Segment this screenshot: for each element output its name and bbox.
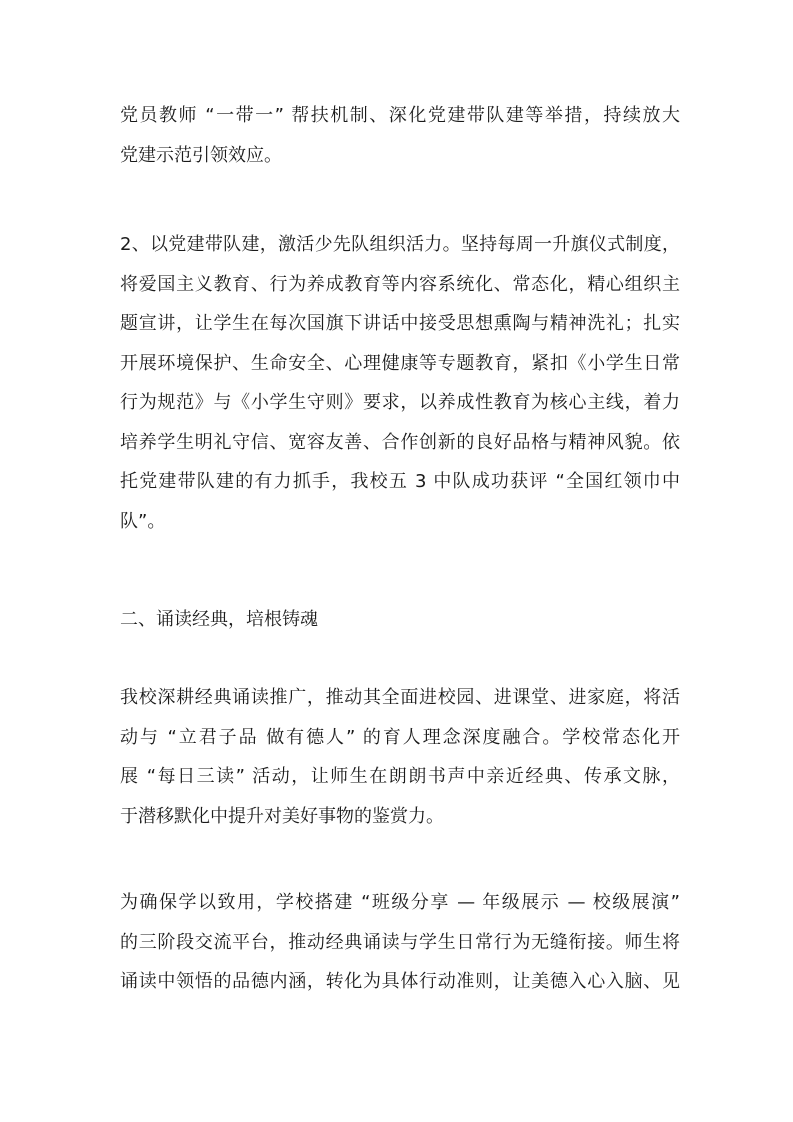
paragraph-item-2 — [120, 225, 680, 541]
paragraph-classics-2 — [120, 883, 680, 1002]
text-line: 的三阶段交流平台，推动经典诵读与学生日常行为无缝衔接。师生将 — [120, 931, 680, 953]
text-line: 于潜移默化中提升对美好事物的鉴赏力。 — [120, 805, 444, 827]
text-line: 2、以党建带队建，激活少先队组织活力。坚持每周一升旗仪式制度， — [120, 234, 680, 255]
text-line: 党员教师 “一带一” 帮扶机制、深化党建带队建等举措，持续放大 — [120, 105, 680, 126]
text-line: 队”。 — [120, 510, 166, 532]
text-line: 我校深耕经典诵读推广，推动其全面进校园、进课堂、进家庭，将活 — [120, 687, 680, 708]
section-heading — [120, 600, 680, 640]
text-line: 题宣讲，让学生在每次国旗下讲话中接受思想熏陶与精神洗礼；扎实 — [120, 313, 680, 334]
text-line: 托党建带队建的有力抓手，我校五 3 中队成功获评 “全国红领巾中 — [120, 471, 680, 492]
text-line: 诵读中领悟的品德内涵，转化为具体行动准则，让美德入心入脑、见 — [120, 971, 680, 992]
heading-line: 二、诵读经典，培根铸魂 — [120, 609, 318, 630]
text-line: 为确保学以致用，学校搭建 “班级分享 — 年级展示 — 校级展演” — [120, 892, 680, 913]
text-line: 展 “每日三读” 活动，让师生在朗朗书声中亲近经典、传承文脉， — [120, 766, 680, 787]
text-line: 行为规范》与《小学生守则》要求，以养成性教育为核心主线，着力 — [120, 392, 680, 413]
text-line: 将爱国主义教育、行为养成教育等内容系统化、常态化，精心组织主 — [120, 273, 680, 295]
paragraph-party-member-end — [120, 96, 680, 175]
text-line: 党建示范引领效应。 — [120, 144, 282, 166]
text-line: 动与 “立君子品 做有德人” 的育人理念深度融合。学校常态化开 — [120, 726, 680, 748]
paragraph-classics-1 — [120, 678, 680, 836]
text-line: 培养学生明礼守信、宽容友善、合作创新的良好品格与精神风貌。依 — [120, 431, 680, 453]
text-line: 开展环境保护、生命安全、心理健康等专题教育，紧扣《小学生日常 — [120, 352, 680, 374]
